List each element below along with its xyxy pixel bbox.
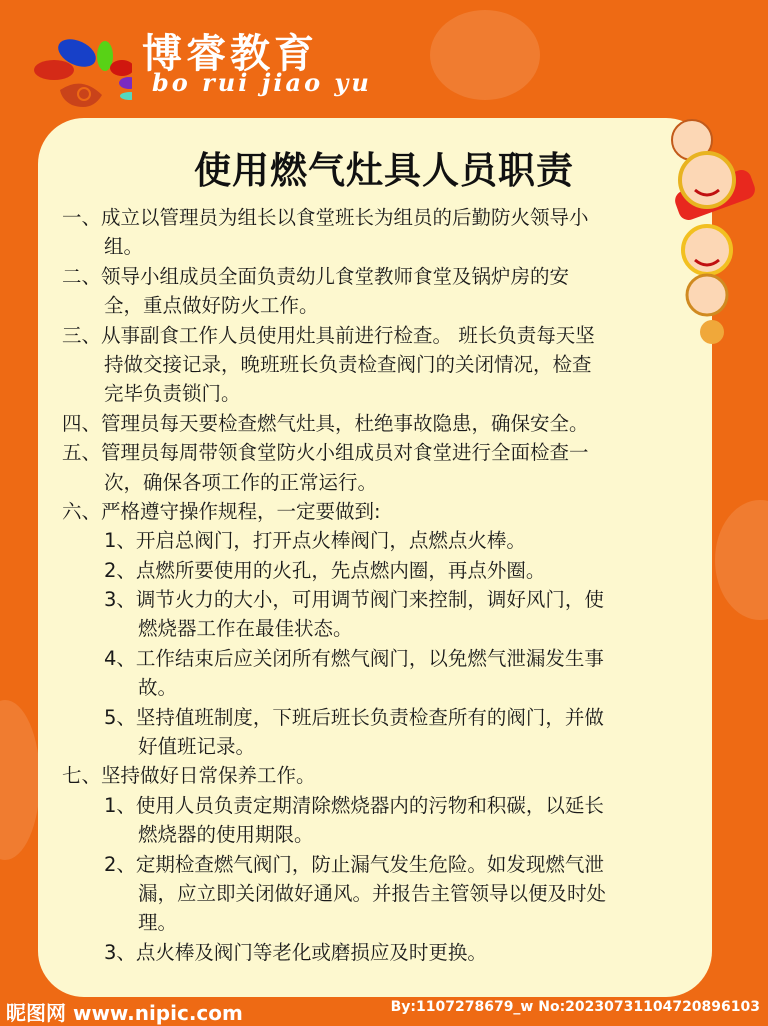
duty-line: 次，确保各项工作的正常运行。	[104, 470, 378, 494]
duty-list	[62, 203, 692, 967]
duty-line: 2、点燃所要使用的火孔，先点燃内圈，再点外圈。	[104, 558, 546, 582]
duty-line: 一、成立以管理员为组长以食堂班长为组员的后勤防火领导小	[62, 206, 589, 229]
page-title: 使用燃气灶具人员职责	[194, 149, 574, 192]
duty-line: 故。	[138, 676, 178, 700]
background-decoration	[0, 700, 40, 860]
duty-line: 3、调节火力的大小，可用调节阀门来控制，调好风门，使	[104, 588, 604, 612]
duty-line: 四、管理员每天要检查燃气灶具，杜绝事故隐患，确保安全。	[62, 411, 589, 435]
duty-line: 燃烧器工作在最佳状态。	[138, 617, 353, 641]
duty-line: 完毕负责锁门。	[104, 382, 241, 406]
logo-icon	[22, 20, 132, 110]
duty-line: 三、从事副食工作人员使用灶具前进行检查。 班长负责每天坚	[62, 323, 595, 347]
background-decoration	[430, 10, 540, 100]
duty-line: 4、工作结束后应关闭所有燃气阀门，以免燃气泄漏发生事	[104, 646, 604, 670]
duty-line: 5、坚持值班制度，下班后班长负责检查所有的阀门，并做	[104, 705, 604, 729]
duty-line: 七、坚持做好日常保养工作。	[62, 764, 316, 788]
brand-pinyin: bo rui jiao yu	[152, 68, 372, 97]
duty-line: 六、严格遵守操作规程，一定要做到:	[62, 499, 381, 523]
duty-line: 漏，应立即关闭做好通风。并报告主管领导以便及时处	[138, 881, 607, 905]
duty-line: 持做交接记录，晚班班长负责检查阀门的关闭情况，检查	[104, 352, 592, 376]
duty-line: 理。	[138, 911, 178, 935]
duty-line: 好值班记录。	[138, 735, 256, 759]
duty-line: 1、开启总阀门，打开点火棒阀门，点燃点火棒。	[104, 529, 526, 553]
duty-line: 燃烧器的使用期限。	[138, 823, 314, 847]
duty-line: 全，重点做好防火工作。	[104, 294, 319, 318]
background-decoration	[715, 500, 768, 620]
duty-line: 2、定期检查燃气阀门，防止漏气发生危险。如发现燃气泄	[104, 852, 604, 876]
duty-line: 3、点火棒及阀门等老化或磨损应及时更换。	[104, 940, 487, 964]
watermark-id: By:1107278679_w No:20230731104720896103	[390, 999, 760, 1015]
duty-line: 五、管理员每周带领食堂防火小组成员对食堂进行全面检查一	[62, 441, 589, 465]
watermark-site: 昵图网 www.nipic.com	[6, 1001, 243, 1025]
duty-line: 1、使用人员负责定期清除燃烧器内的污物和积碳，以延长	[104, 793, 604, 817]
duty-line: 组。	[104, 235, 144, 259]
duty-line: 二、领导小组成员全面负责幼儿食堂教师食堂及锅炉房的安	[62, 264, 570, 288]
brand-name: 博睿教育	[142, 31, 318, 77]
